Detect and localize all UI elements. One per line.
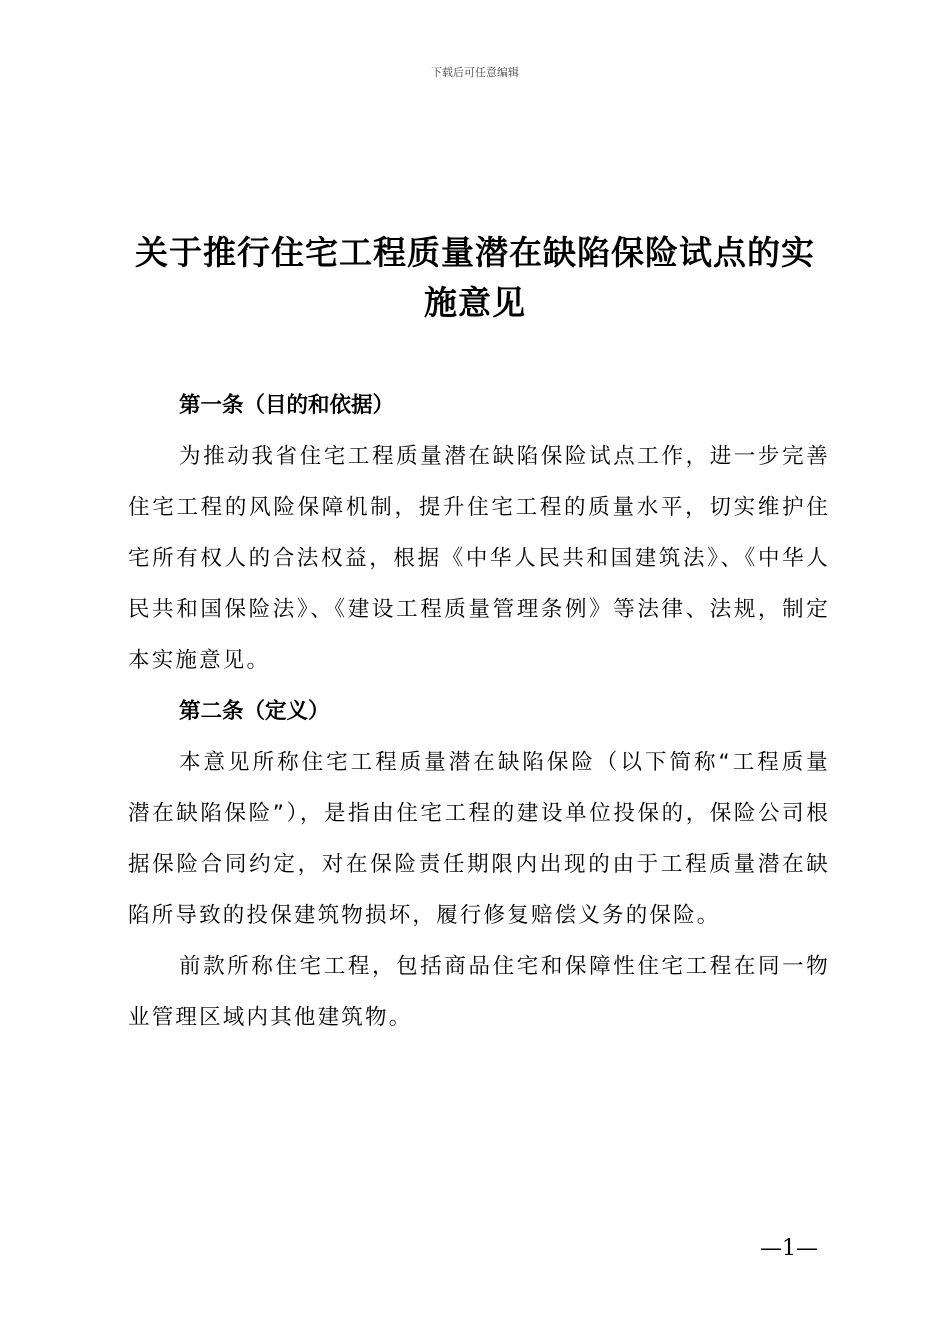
section-2-paragraph-1: 本意见所称住宅工程质量潜在缺陷保险（以下简称“工程质量潜在缺陷保险”），是指由住宅工程的建设单位投保的，保险公司根据保险合同约定，对在保险责任期限内出现的由于工程质量潜在缺陷所导致的投保建筑物损坏，履行修复赔偿义务的保险。 [128,750,830,928]
page-number: —1— [760,1236,818,1261]
section-heading-1: 第一条（目的和依据） [179,393,395,418]
section-heading-2: 第二条（定义） [179,699,330,724]
document-title: 关于推行住宅工程质量潜在缺陷保险试点的实施意见 [135,233,815,322]
section-2-paragraph-2: 前款所称住宅工程，包括商品住宅和保障性住宅工程在同一物业管理区域内其他建筑物。 [128,954,830,1030]
document-body [128,380,830,1043]
page-header-note: 下载后可任意编辑 [431,66,519,79]
section-1-paragraph-1: 为推动我省住宅工程质量潜在缺陷保险试点工作，进一步完善住宅工程的风险保障机制，提升住宅工程的质量水平，切实维护住宅所有权人的合法权益，根据《中华人民共和国建筑法》、《中华人民共和国保险法》、《建设工程质量管理条例》等法律、法规，制定本实施意见。 [128,444,830,673]
